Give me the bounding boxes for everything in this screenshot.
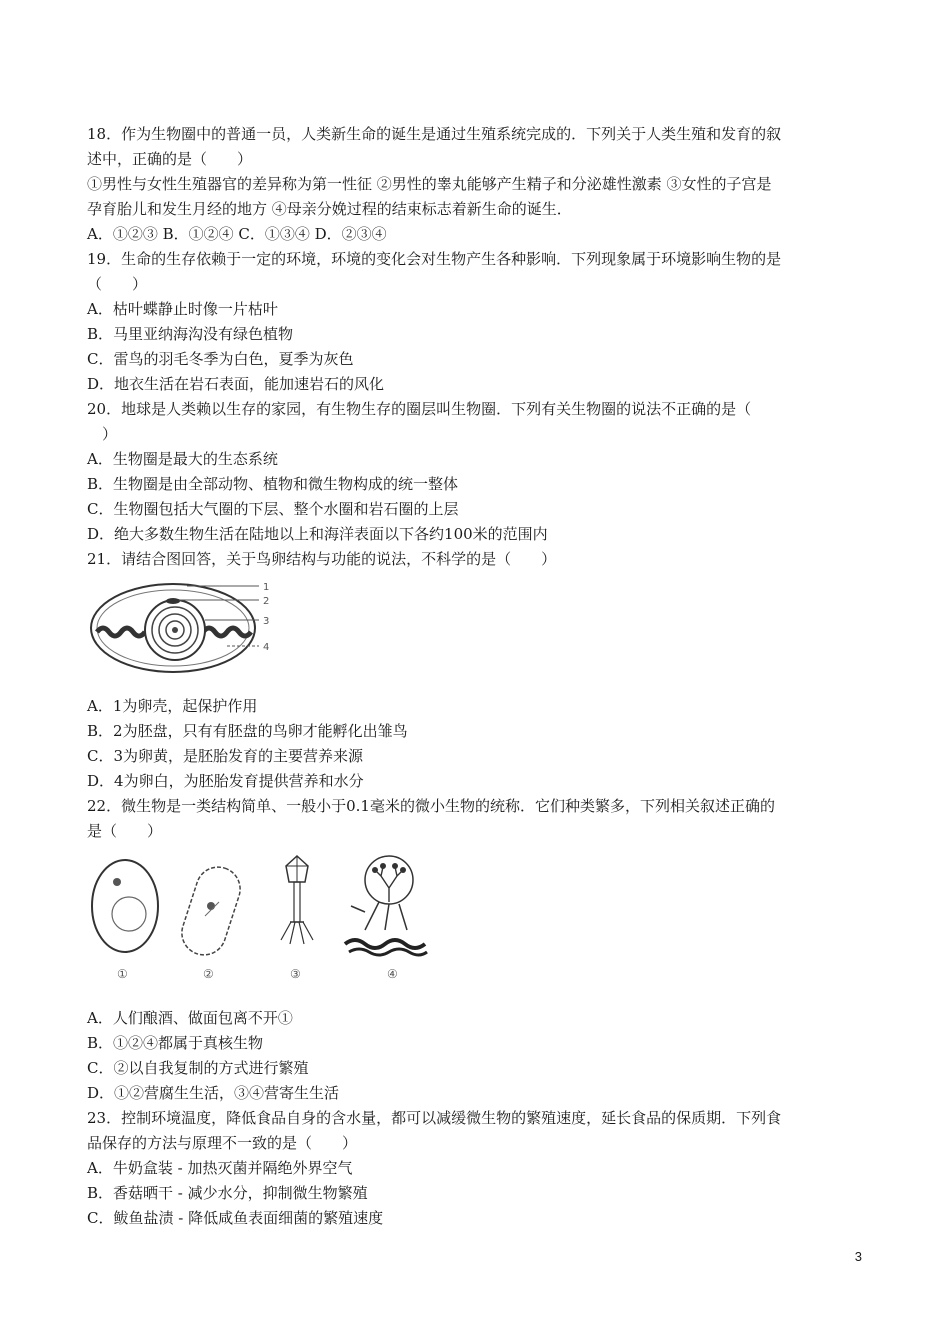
option-a: A．牛奶盒装 - 加热灭菌并隔绝外界空气 [87, 1159, 353, 1177]
statements: 孕育胎儿和发生月经的地方 ④母亲分娩过程的结束标志着新生命的诞生． [87, 200, 572, 218]
question-stem: 是（ ） [87, 822, 163, 840]
virus-image [281, 856, 313, 944]
figure-label-1: 1 [263, 582, 270, 593]
question-stem: 23．控制环境温度，降低食品自身的含水量，都可以减缓微生物的繁殖速度，延长食品的保质期．下列食 [87, 1109, 782, 1127]
figure-label-3: 3 [263, 616, 270, 627]
option-d: D．绝大多数生物生活在陆地以上和海洋表面以下各约100米的范围内 [87, 525, 548, 543]
question-22 [87, 794, 867, 1106]
question-stem: 22．微生物是一类结构简单、一般小于0.1毫米的微小生物的统称．它们种类繁多，下列相关叙述正确的 [87, 797, 775, 815]
statements: ①男性与女性生殖器官的差异称为第一性征 ②男性的睾丸能够产生精子和分泌雄性激素 ③女性的子宫是 [87, 175, 772, 193]
figure-label-4: 4 [263, 642, 270, 653]
question-list [87, 122, 867, 1231]
option-b: B．生物圈是由全部动物、植物和微生物构成的统一整体 [87, 475, 459, 493]
question-stem: 20．地球是人类赖以生存的家园，有生物生存的圈层叫生物圈．下列有关生物圈的说法不正确的是（ [87, 400, 752, 418]
question-stem: 品保存的方法与原理不一致的是（ ） [87, 1134, 358, 1152]
question-stem: 述中，正确的是（ ） [87, 150, 253, 168]
question-stem: ） [87, 425, 118, 443]
figure-label-3: ③ [290, 967, 301, 981]
figure-label-2: ② [203, 967, 214, 981]
option-b: B．①②④都属于真核生物 [87, 1034, 264, 1052]
question-23 [87, 1106, 867, 1231]
options: A．①②③ B．①②④ C．①③④ D．②③④ [87, 225, 387, 243]
page-number: 3 [854, 1249, 862, 1264]
figure-label-1: ① [117, 967, 128, 981]
bird-egg-figure [87, 574, 277, 674]
option-c: C．②以自我复制的方式进行繁殖 [87, 1059, 309, 1077]
question-stem: （ ） [87, 275, 148, 293]
question-stem: 18．作为生物圈中的普通一员，人类新生命的诞生是通过生殖系统完成的．下列关于人类生殖和发育的叙 [87, 125, 782, 143]
option-b: B．2为胚盘，只有有胚盘的鸟卵才能孵化出雏鸟 [87, 722, 408, 740]
option-b: B．马里亚纳海沟没有绿色植物 [87, 325, 294, 343]
option-c: C．雷鸟的羽毛冬季为白色，夏季为灰色 [87, 350, 354, 368]
option-d: D．①②营腐生生活，③④营寄生生活 [87, 1084, 340, 1102]
question-stem: 19．生命的生存依赖于一定的环境，环境的变化会对生物产生各种影响．下列现象属于环境影响生物的是 [87, 250, 782, 268]
microorganism-figure [87, 852, 432, 982]
option-a: A．1为卵壳，起保护作用 [87, 697, 258, 715]
figure-label-4: ④ [387, 967, 398, 981]
question-18 [87, 122, 867, 247]
option-c: C．鲅鱼盐渍 - 降低咸鱼表面细菌的繁殖速度 [87, 1209, 384, 1227]
option-a: A．枯叶蝶静止时像一片枯叶 [87, 300, 278, 318]
option-d: D．地衣生活在岩石表面，能加速岩石的风化 [87, 375, 385, 393]
option-c: C．3为卵黄，是胚胎发育的主要营养来源 [87, 747, 364, 765]
option-a: A．生物圈是最大的生态系统 [87, 450, 278, 468]
question-stem: 21．请结合图回答，关于鸟卵结构与功能的说法，不科学的是（ ） [87, 550, 557, 568]
question-20 [87, 397, 867, 547]
chalaza-left [97, 628, 145, 636]
question-21 [87, 547, 867, 794]
chalaza-right [203, 628, 251, 636]
option-b: B．香菇晒干 - 减少水分，抑制微生物繁殖 [87, 1184, 368, 1202]
figure-label-2: 2 [263, 596, 270, 607]
option-c: C．生物圈包括大气圈的下层、整个水圈和岩石圈的上层 [87, 500, 459, 518]
option-a: A．人们酿酒、做面包离不开① [87, 1009, 293, 1027]
mold-image [345, 856, 427, 955]
option-d: D．4为卵白，为胚胎发育提供营养和水分 [87, 772, 364, 790]
yeast-cell-image [92, 860, 158, 952]
bacterium-image [176, 861, 246, 960]
question-19 [87, 247, 867, 397]
germinal-disc [166, 598, 180, 604]
